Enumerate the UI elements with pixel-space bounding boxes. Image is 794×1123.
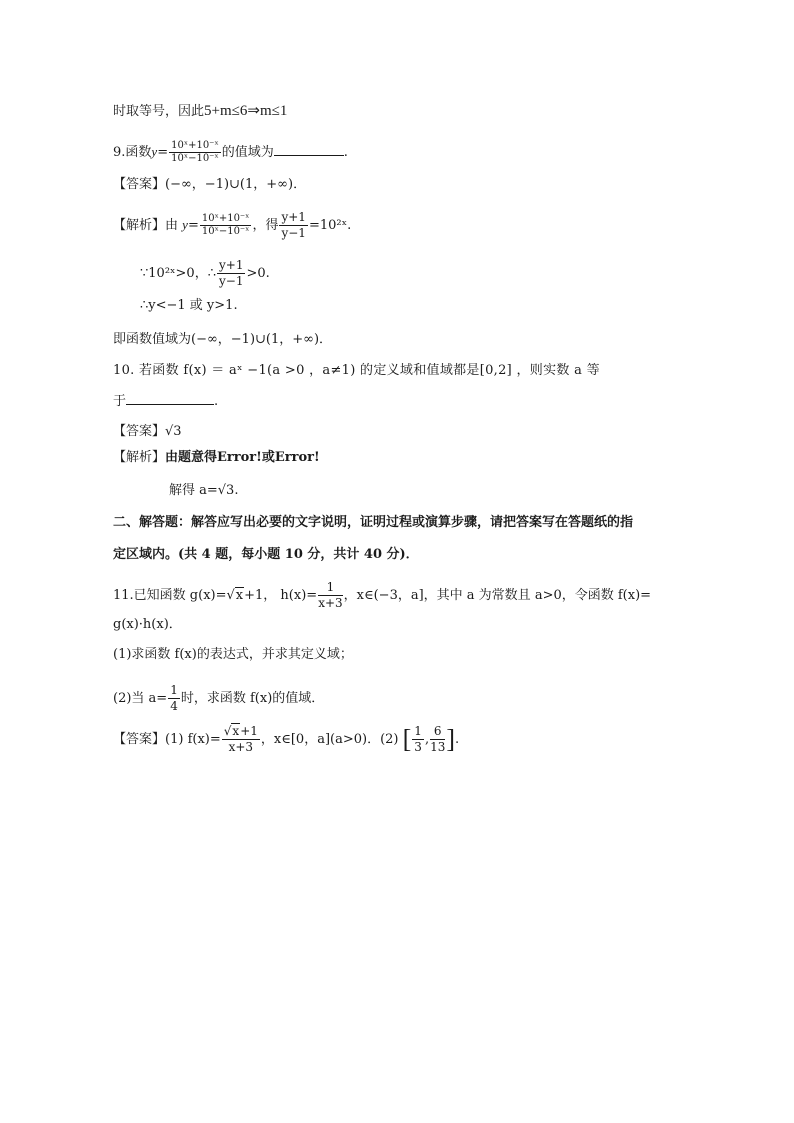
sqrt-symbol: √x [226,588,244,603]
q11-stem-a: 11.已知函数 g(x)= [113,588,227,603]
q10-stem-text: 10. 若函数 f(x) ＝ aˣ −1(a >0 ，a≠1) 的定义域和值域都是[0,2] ，则实数 a 等 [113,363,600,378]
q9-var: y [151,144,158,159]
q11-range-low-num: 1 [414,724,422,738]
q9-denominator: 10ˣ−10⁻ˣ [171,153,219,164]
q11-line2-text: g(x)·h(x)． [113,617,182,632]
q9-rhs: =10²ˣ. [308,218,352,233]
q11-part1 [113,645,353,665]
q11-part2-fraction [168,683,180,714]
q11-part1-text: (1)求函数 f(x)的表达式，并求其定义域； [113,647,353,662]
q9-analysis-numerator: 10ˣ+10⁻ˣ [201,213,250,224]
q10-line2-end: . [214,394,219,409]
q9-analysis-var: y [182,217,188,232]
carryover-math: 5+m≤6⇒m≤1 [204,103,288,119]
section2-line2: 定区域内。(共 4 题，每小题 10 分，共计 40 分)． [113,547,419,562]
carryover-line [113,101,287,122]
q10-answer-value: √3 [165,424,182,439]
section2-heading [113,513,633,533]
q9-analysis [113,210,351,241]
q11-answer-denominator: x+3 [228,740,254,754]
q11-answer-num-tail: +1 [240,724,258,738]
q9-step1-denominator: y−1 [218,274,244,288]
q11-answer-radicand: x [232,724,240,738]
q9-number: 9. [113,145,126,160]
q10-stem [113,361,681,381]
q11-range-low [412,724,424,755]
q9-analysis-denominator: 10ˣ−10⁻ˣ [201,226,250,237]
section2-line1: 二、解答题：解答应写出必要的文字说明，证明过程或演算步骤，请把答案写在答题纸的指 [113,515,634,530]
q11-stem-c: ，x∈(−3，a]，其中 a 为常数且 a>0，令函数 f(x)= [343,588,652,603]
q9-intro: 函数 [125,145,152,160]
carryover-text: 时取等号，因此 [113,104,205,119]
q11-stem-b: +1， h(x)= [244,588,318,603]
q10-stem-line2 [113,392,218,412]
q11-range-low-den: 3 [414,740,422,754]
q9-y-numerator: y+1 [281,210,306,224]
q9-fraction [169,140,221,165]
q9-y-fraction [279,210,307,241]
q9-step2-text: ∴y<−1 或 y>1. [140,298,238,313]
q9-blank [274,143,344,156]
q9-conclusion [113,330,332,350]
q9-eq: = [157,145,169,160]
q9-step1-numerator: y+1 [218,258,244,272]
q11-part2 [113,683,324,714]
right-bracket: ] [446,724,456,754]
q9-get-text: ，得 [252,218,279,233]
answer-label: 【答案】 [113,177,166,192]
q9-stem [113,140,348,165]
q9-analysis-by: 由 [165,218,179,233]
q10-analysis [113,448,320,468]
q11-answer-fraction [222,724,260,755]
q11-range-high [430,724,445,755]
q9-step1-fraction [217,258,245,289]
q11-radicand: x [235,588,244,603]
q11-part2-numerator: 1 [170,683,178,697]
q11-part2-b: 时，求函数 f(x)的值域． [180,691,325,706]
q11-h-numerator: 1 [318,580,342,596]
q9-analysis-eq: = [187,218,199,233]
q11-part2-a: (2)当 a= [113,691,168,706]
q11-part2-denominator: 4 [170,699,178,713]
q11-range-high-num: 6 [430,724,445,740]
q11-stem [113,580,651,611]
q11-answer-a: (1) f(x)= [165,732,221,747]
q11-answer: 【答案】(1) f(x)= $\frac{√x+1}{x+3}$ ，x∈[0，a](a>0)．(2) [ $\frac{1}{3}$ , $\frac{6}{13}$ ]. [113,724,460,754]
q9-answer-text: (−∞，−1)∪(1，+∞)． [165,177,307,192]
q10-blank [126,392,214,405]
q9-answer [113,175,306,195]
q10-solve-text: 解得 a=√3. [169,483,239,498]
sqrt-symbol: √x [223,724,240,738]
left-bracket: [ [402,724,412,754]
q11-h-denominator: x+3 [318,596,343,610]
q10-solve [169,481,238,501]
q11-answer-numerator [222,724,260,740]
q9-step1 [140,258,270,289]
q9-y-denominator: y−1 [281,226,306,240]
q9-analysis-fraction [200,213,252,238]
q9-step1-b: >0. [246,266,270,281]
answer-label: 【答案】 [113,732,166,747]
answer-label: 【答案】 [113,424,166,439]
analysis-label: 【解析】 [113,218,166,233]
q9-tail: 的值域为 [221,145,274,160]
q9-step2 [140,296,238,316]
q11-stem-line2 [113,615,182,635]
q11-h-fraction [318,580,342,611]
q9-end: . [343,145,348,160]
q9-step1-a: ∵10²ˣ>0，∴ [140,266,216,281]
q11-answer-b: ，x∈[0，a](a>0)．(2) [260,732,399,747]
q11-range-high-den: 13 [430,740,446,754]
q10-line2-prefix: 于 [113,394,127,409]
q10-analysis-text: 由题意得Error!或Error! [165,450,320,465]
q10-answer [113,422,182,442]
q9-conclusion-text: 即函数值域为(−∞，−1)∪(1，+∞)． [113,332,333,347]
q9-numerator: 10ˣ+10⁻ˣ [171,140,219,151]
analysis-label: 【解析】 [113,450,166,465]
section2-heading-line2 [113,545,419,565]
